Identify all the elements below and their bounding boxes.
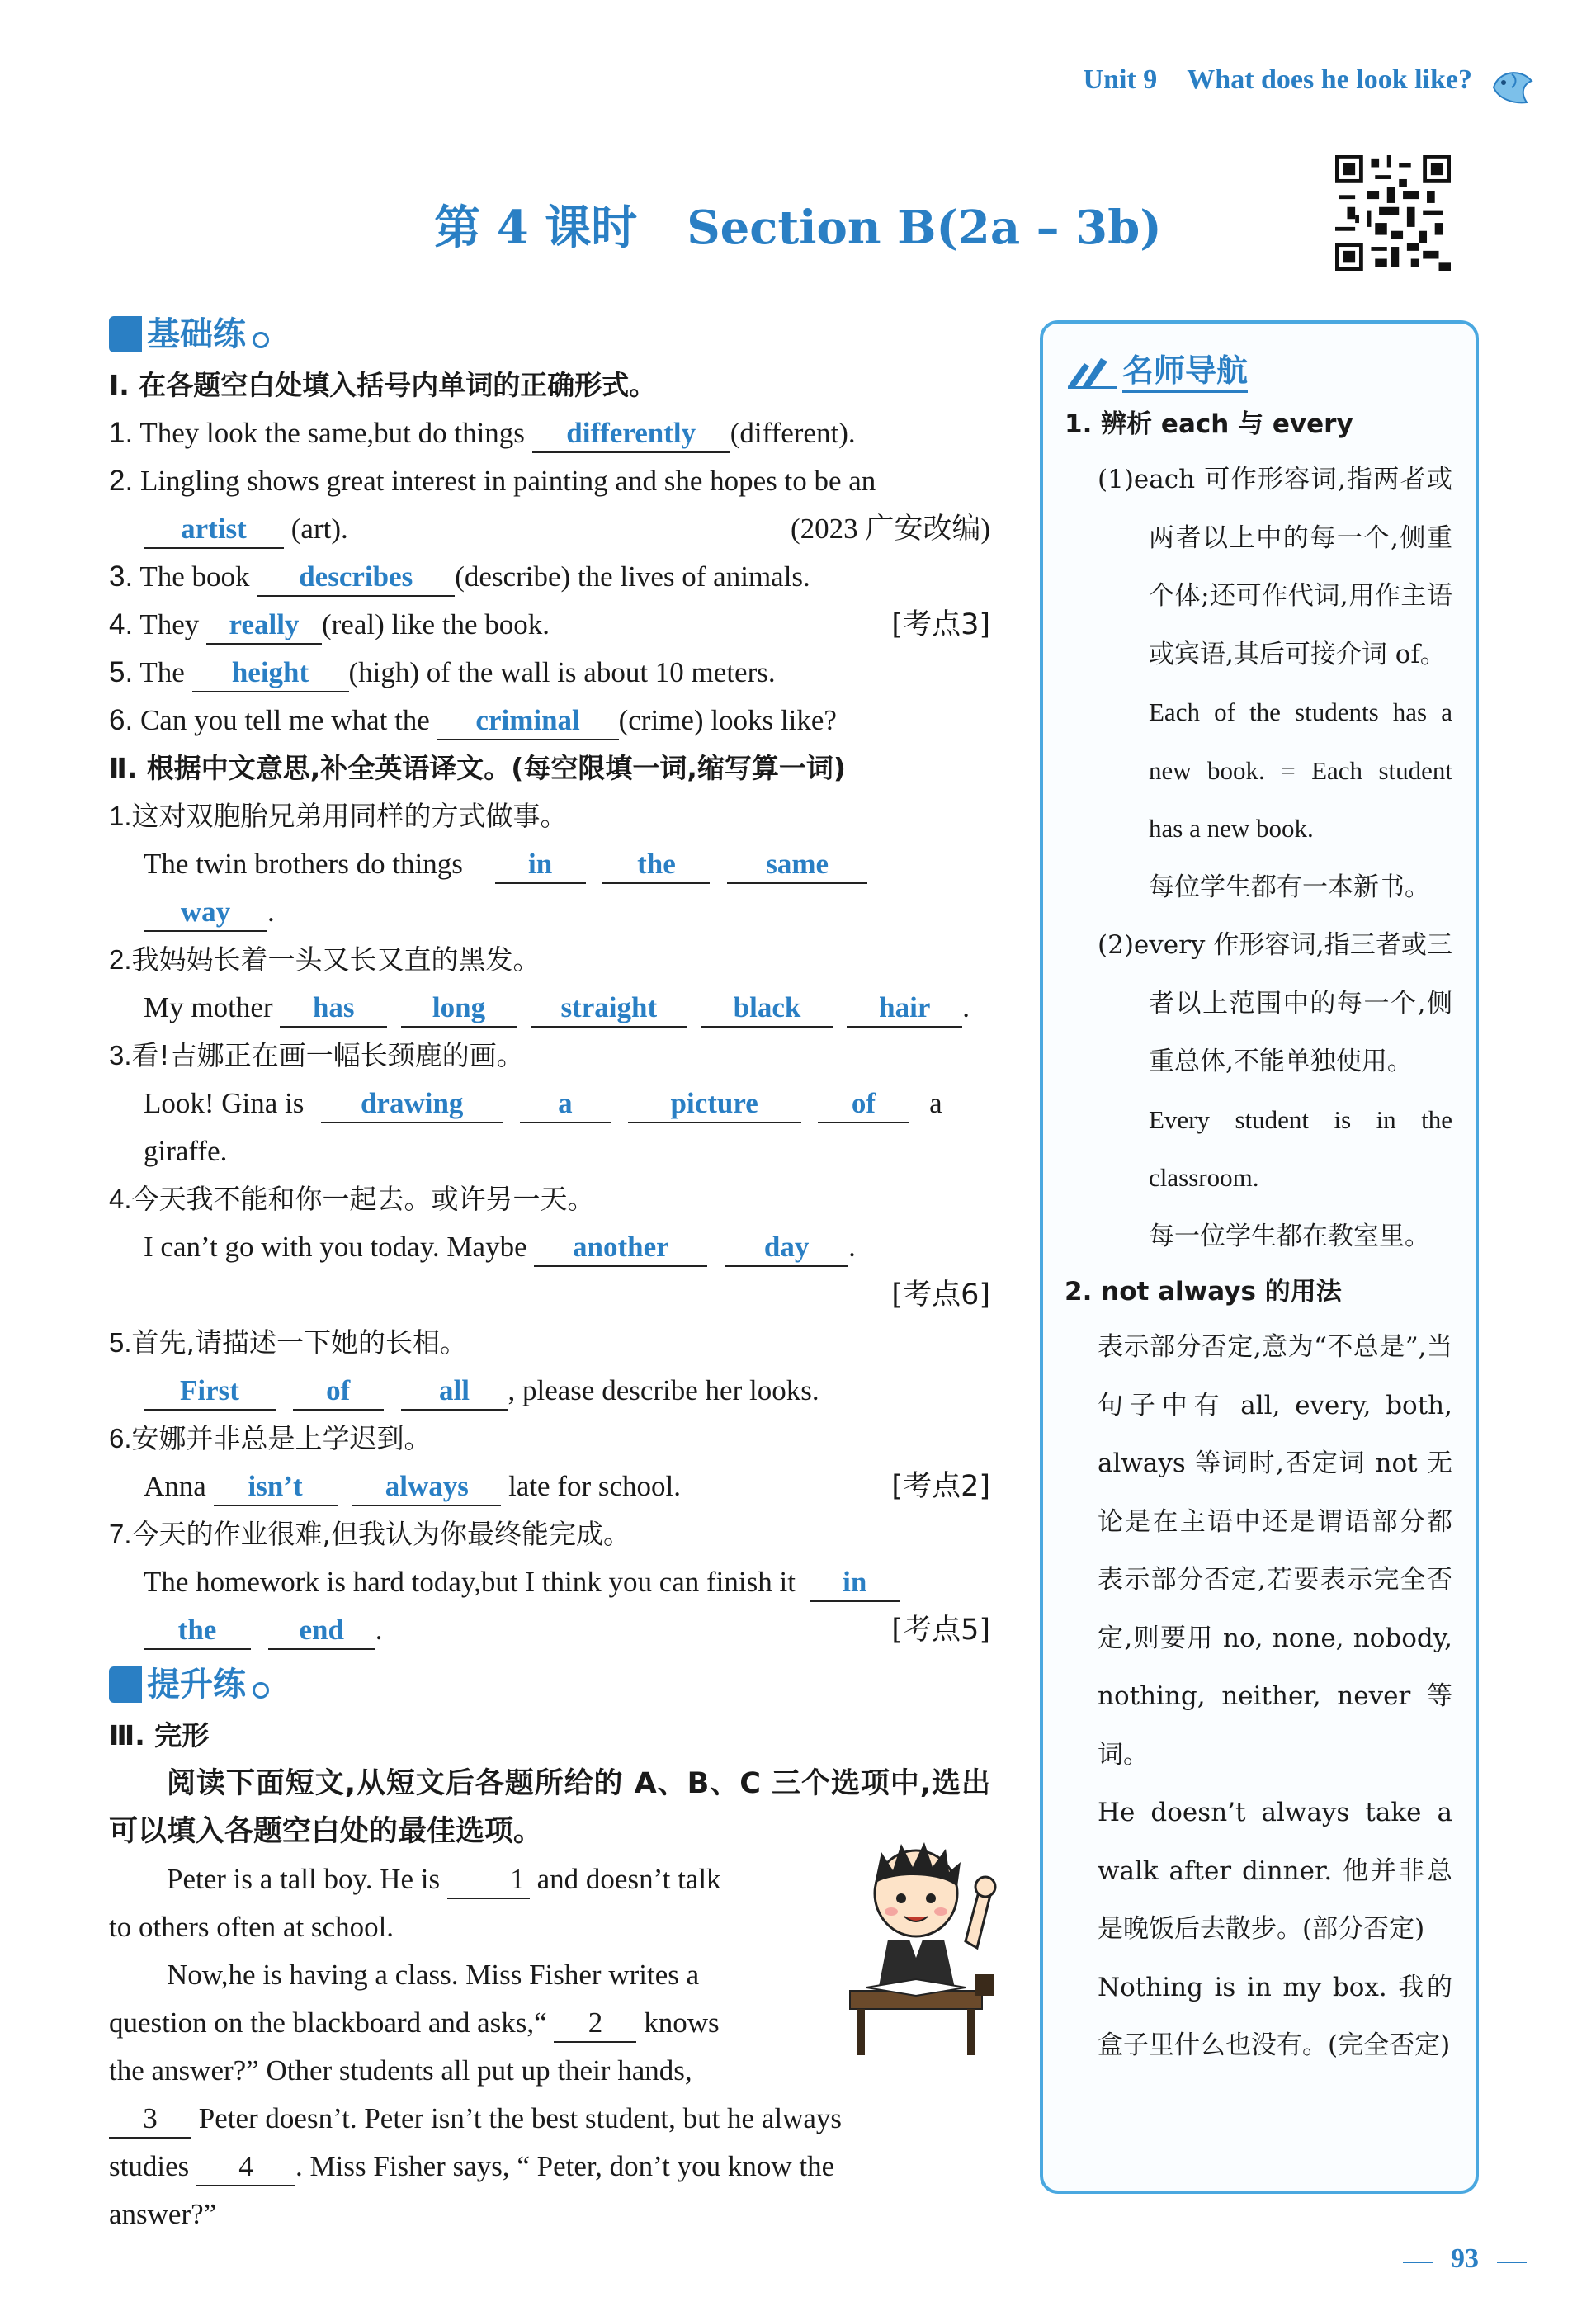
- lesson-title: [0, 191, 1596, 258]
- answer-blank[interactable]: always: [352, 1468, 501, 1506]
- question-1-5: 5. The height (high) of the wall is about 10 meters.: [109, 649, 990, 697]
- cloze-line: answer?”: [109, 2198, 217, 2230]
- pen-icon: [1065, 353, 1122, 390]
- question-2-2-en: My mother has long straight black hair .: [109, 984, 990, 1032]
- sidebar-text: (2)every 作形容词,指三者或三者以上范围中的每一个,侧重总体,不能单独使用。: [1098, 930, 1452, 1076]
- sidebar-topic-2: 2. not always 的用法: [1065, 1277, 1342, 1307]
- question-2-1-zh: 1.这对双胞胎兄弟用同样的方式做事。: [109, 800, 568, 832]
- sidebar-example: Every student is in the classroom.: [1149, 1104, 1452, 1192]
- question-2-2-zh: 2.我妈妈长着一头又长又直的黑发。: [109, 943, 541, 976]
- question-2-3-zh: 3.看!吉娜正在画一幅长颈鹿的画。: [109, 1039, 524, 1071]
- question-2-7-zh: 7.今天的作业很难,但我认为你最终能完成。: [109, 1518, 631, 1550]
- answer-blank[interactable]: has: [280, 990, 387, 1028]
- sidebar-topic-1: 1. 辨析 each 与 every: [1065, 409, 1353, 439]
- question-2-4-zh: 4.今天我不能和你一起去。或许另一天。: [109, 1183, 595, 1215]
- answer-blank[interactable]: end: [268, 1612, 375, 1650]
- answer-blank[interactable]: day: [725, 1229, 848, 1267]
- answer-blank[interactable]: drawing: [321, 1085, 503, 1123]
- answer-blank[interactable]: in: [810, 1564, 900, 1602]
- cloze-line: question on the blackboard and asks,“ 2 knows: [109, 1999, 819, 2047]
- key-point-tag: [考点3]: [891, 608, 990, 641]
- question-2-7-cont: the end . [考点5]: [109, 1606, 990, 1654]
- sidebar-text: (1)each 可作形容词,指两者或两者以上中的每一个,侧重个体;还可作代词,用作主语或宾语,其后可接介词 of。: [1098, 465, 1452, 669]
- answer-blank[interactable]: differently: [532, 415, 730, 453]
- basic-practice-badge: [109, 307, 990, 362]
- question-2-5-en: First of all , please describe her looks.: [109, 1367, 990, 1415]
- cloze-passage: [109, 1855, 819, 2095]
- answer-blank[interactable]: in: [495, 846, 586, 884]
- running-header: [1084, 64, 1472, 96]
- sidebar-example: Each of the students has a new book. = Each student has a new book.: [1149, 697, 1452, 843]
- question-2-4-tag: [109, 1271, 990, 1319]
- cloze-line: to others often at school.: [109, 1911, 394, 1943]
- key-point-tag: [考点5]: [891, 1614, 990, 1647]
- boy-student-illustration: [833, 1834, 999, 2057]
- sidebar-text: 表示部分否定,意为“不总是”,当句子中有 all, every, both, always 等词时,否定词 not 无论是在主语中还是谓语部分都表示部分否定,若要表示完全否定,则要用 no, none, nobody, nothing, neither, never 等词。: [1098, 1332, 1452, 1770]
- answer-blank[interactable]: artist: [144, 511, 284, 549]
- badge-dot-icon: [253, 332, 269, 348]
- answer-blank[interactable]: way: [144, 894, 267, 932]
- teacher-guide-sidebar: [1040, 320, 1479, 2194]
- section-1-title: Ⅰ. 在各题空白处填入括号内单词的正确形式。: [109, 369, 657, 401]
- answer-blank[interactable]: the: [602, 846, 710, 884]
- cloze-line: Peter is a tall boy. He is 1 and doesn’t talk: [109, 1855, 819, 1903]
- answer-blank[interactable]: picture: [628, 1085, 801, 1123]
- cloze-blank-2[interactable]: 2: [554, 2005, 636, 2043]
- sidebar-example-zh: 每位学生都有一本新书。: [1149, 872, 1430, 902]
- badge-label: 基础练: [147, 315, 246, 353]
- sidebar-example: He doesn’t always take a walk after dinner. 他并非总是晚饭后去散步。(部分否定): [1098, 1798, 1452, 1944]
- question-2-7-en: The homework is hard today,but I think you can finish it in: [109, 1558, 990, 1606]
- question-2-3-cont: giraffe.: [144, 1135, 228, 1167]
- answer-blank[interactable]: First: [144, 1373, 276, 1411]
- answer-blank[interactable]: isn’t: [214, 1468, 338, 1506]
- badge-label: 提升练: [147, 1666, 246, 1704]
- answer-blank[interactable]: hair: [847, 990, 962, 1028]
- fish-icon: [1487, 59, 1538, 111]
- cloze-line: Now,he is having a class. Miss Fisher writes a: [167, 1959, 700, 1991]
- cloze-blank-3[interactable]: 3: [109, 2101, 191, 2139]
- lesson-number: 第 4 课时: [434, 201, 638, 255]
- answer-blank[interactable]: a: [520, 1085, 611, 1123]
- key-point-tag: [考点2]: [891, 1470, 990, 1503]
- question-1-3: 3. The book describes (describe) the lives of animals.: [109, 553, 990, 601]
- cloze-blank-4[interactable]: 4: [196, 2148, 295, 2186]
- sidebar-title: 名师导航: [1122, 351, 1248, 393]
- cloze-line: 3 Peter doesn’t. Peter isn’t the best student, but he always: [109, 2095, 990, 2143]
- source-note: (2023 广安改编): [790, 513, 990, 545]
- lesson-section: Section B(2a – 3b): [687, 201, 1162, 255]
- cloze-instruction: 阅读下面短文,从短文后各题所给的 A、B、C 三个选项中,选出可以填入各题空白处的最佳选项。: [109, 1767, 990, 1848]
- answer-blank[interactable]: describes: [257, 559, 455, 597]
- answer-blank[interactable]: another: [534, 1229, 707, 1267]
- question-2-4-en: I can’t go with you today. Maybe another day .: [109, 1223, 990, 1271]
- badge-bar-icon: [109, 1666, 142, 1703]
- answer-blank[interactable]: really: [206, 607, 322, 645]
- answer-blank[interactable]: long: [401, 990, 517, 1028]
- page-number: 93: [1403, 2243, 1527, 2275]
- cloze-blank-1[interactable]: 1: [447, 1861, 530, 1899]
- answer-blank[interactable]: same: [727, 846, 867, 884]
- key-point-tag: [考点6]: [891, 1279, 990, 1312]
- question-1-2-cont: artist (art). (2023 广安改编): [109, 505, 990, 553]
- cloze-line: studies 4 . Miss Fisher says, “ Peter, don’t you know the: [109, 2143, 990, 2191]
- question-1-6: 6. Can you tell me what the criminal (crime) looks like?: [109, 697, 990, 744]
- badge-dot-icon: [253, 1682, 269, 1699]
- answer-blank[interactable]: black: [701, 990, 833, 1028]
- section-3-title: Ⅲ. 完形: [109, 1719, 210, 1751]
- answer-blank[interactable]: the: [144, 1612, 251, 1650]
- answer-blank[interactable]: of: [293, 1373, 384, 1411]
- answer-blank[interactable]: all: [401, 1373, 508, 1411]
- sidebar-header: [1065, 345, 1452, 398]
- answer-blank[interactable]: of: [818, 1085, 909, 1123]
- answer-blank[interactable]: height: [192, 655, 349, 692]
- section-2-title: Ⅱ. 根据中文意思,补全英语译文。(每空限填一词,缩写算一词): [109, 752, 846, 784]
- answer-blank[interactable]: straight: [531, 990, 687, 1028]
- advanced-practice-badge: [109, 1657, 990, 1712]
- answer-blank[interactable]: criminal: [437, 702, 619, 740]
- question-2-3-en: Look! Gina is drawing a picture of a: [109, 1080, 990, 1127]
- sidebar-example-zh: 每一位学生都在教室里。: [1149, 1221, 1430, 1251]
- question-2-6-en: Anna isn’t always late for school. [考点2]: [109, 1463, 990, 1510]
- sidebar-example: Nothing is in my box. 我的盒子里什么也没有。(完全否定): [1098, 1972, 1452, 2060]
- cloze-line: the answer?” Other students all put up their hands,: [109, 2054, 692, 2087]
- badge-bar-icon: [109, 316, 142, 352]
- question-1-4: 4. They really (real) like the book. [考点3]: [109, 601, 990, 649]
- question-2-5-zh: 5.首先,请描述一下她的长相。: [109, 1326, 468, 1359]
- question-1-1: 1. They look the same,but do things differently (different).: [109, 409, 990, 457]
- question-2-1-en: The twin brothers do things in the same: [109, 840, 990, 888]
- question-2-1-cont: way .: [109, 888, 990, 936]
- question-2-6-zh: 6.安娜并非总是上学迟到。: [109, 1422, 432, 1454]
- unit-label: Unit 9: [1083, 64, 1158, 95]
- question-1-2: 2. Lingling shows great interest in painting and she hopes to be an: [109, 465, 876, 497]
- unit-title: What does he look like?: [1187, 64, 1472, 95]
